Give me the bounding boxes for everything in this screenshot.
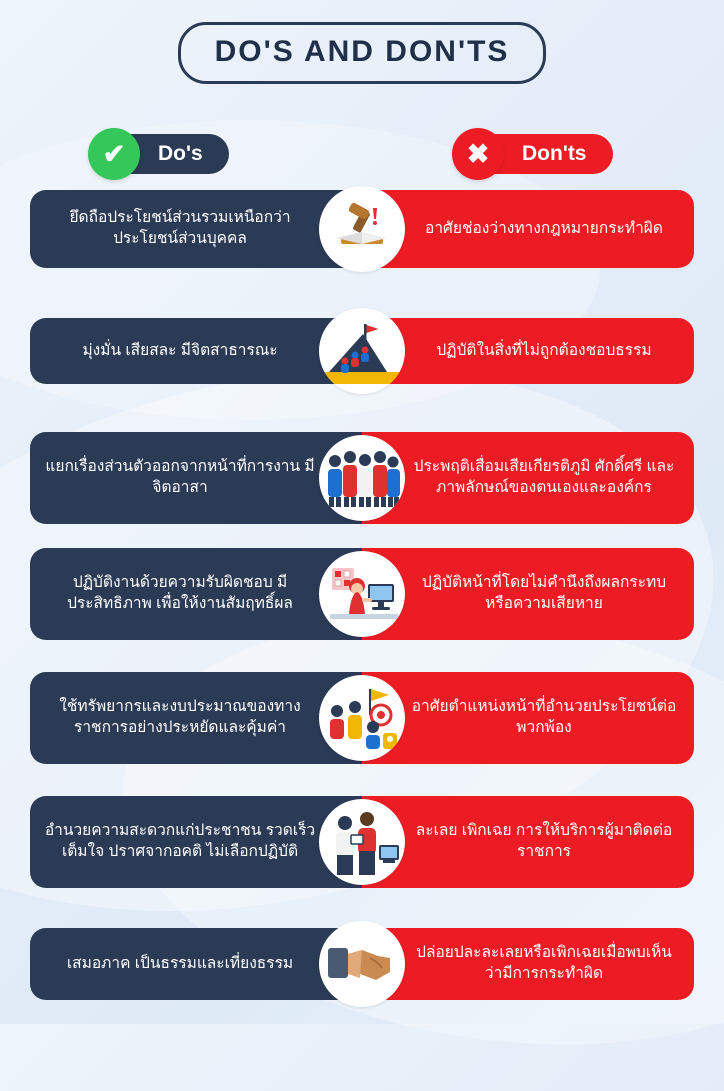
dont-text: อาศัยตำแหน่งหน้าที่อำนวยประโยชน์ต่อพวกพ้อง — [362, 672, 694, 764]
do-text: มุ่งมั่น เสียสละ มีจิตสาธารณะ — [30, 318, 362, 384]
woman-at-computer-icon — [319, 551, 405, 637]
handshake-icon — [319, 921, 405, 1007]
table-row — [30, 928, 694, 1000]
do-text: อำนวยความสะดวกแก่ประชาชน รวดเร็ว เต็มใจ ปราศจากอคติ ไม่เลือกปฏิบัติ — [30, 796, 362, 888]
page-title: DO'S AND DON'TS — [178, 22, 547, 84]
table-row — [30, 318, 694, 384]
dont-column-label: Don'ts — [474, 134, 613, 174]
cross-icon: ✖ — [452, 128, 504, 180]
dont-text: ประพฤติเสื่อมเสียเกียรติภูมิ ศักดิ์ศรี และภาพลักษณ์ของตนเองและองค์กร — [362, 432, 694, 524]
do-column-label: Do's — [110, 134, 229, 174]
do-text: แยกเรื่องส่วนตัวออกจากหน้าที่การงาน มีจิตอาสา — [30, 432, 362, 524]
dont-text: ปฏิบัติในสิ่งที่ไม่ถูกต้องชอบธรรม — [362, 318, 694, 384]
table-row — [30, 672, 694, 764]
check-icon: ✔ — [88, 128, 140, 180]
dont-text: ปฏิบัติหน้าที่โดยไม่คำนึงถึงผลกระทบหรือความเสียหาย — [362, 548, 694, 640]
do-text: ใช้ทรัพยากรและงบประมาณของทางราชการอย่างประหยัดและคุ้มค่า — [30, 672, 362, 764]
table-row — [30, 190, 694, 268]
group-of-people-icon — [319, 435, 405, 521]
dont-text: ละเลย เพิกเฉย การให้บริการผู้มาติดต่อราชการ — [362, 796, 694, 888]
do-text: เสมอภาค เป็นธรรมและเที่ยงธรรม — [30, 928, 362, 1000]
do-column-header — [88, 128, 229, 180]
service-counter-icon — [319, 799, 405, 885]
budget-target-icon — [319, 675, 405, 761]
title-container — [0, 22, 724, 84]
dont-column-header — [452, 128, 613, 180]
dont-text: ปล่อยปละละเลยหรือเพิกเฉยเมื่อพบเห็นว่ามีการกระทำผิด — [362, 928, 694, 1000]
do-text: ยึดถือประโยชน์ส่วนรวมเหนือกว่าประโยชน์ส่วนบุคคล — [30, 190, 362, 268]
teamwork-flag-mountain-icon — [319, 308, 405, 394]
dont-text: อาศัยช่องว่างทางกฎหมายกระทำผิด — [362, 190, 694, 268]
gavel-book-icon — [319, 186, 405, 272]
do-text: ปฏิบัติงานด้วยความรับผิดชอบ มีประสิทธิภาพ เพื่อให้งานสัมฤทธิ์ผล — [30, 548, 362, 640]
table-row — [30, 432, 694, 524]
table-row — [30, 548, 694, 640]
table-row — [30, 796, 694, 888]
